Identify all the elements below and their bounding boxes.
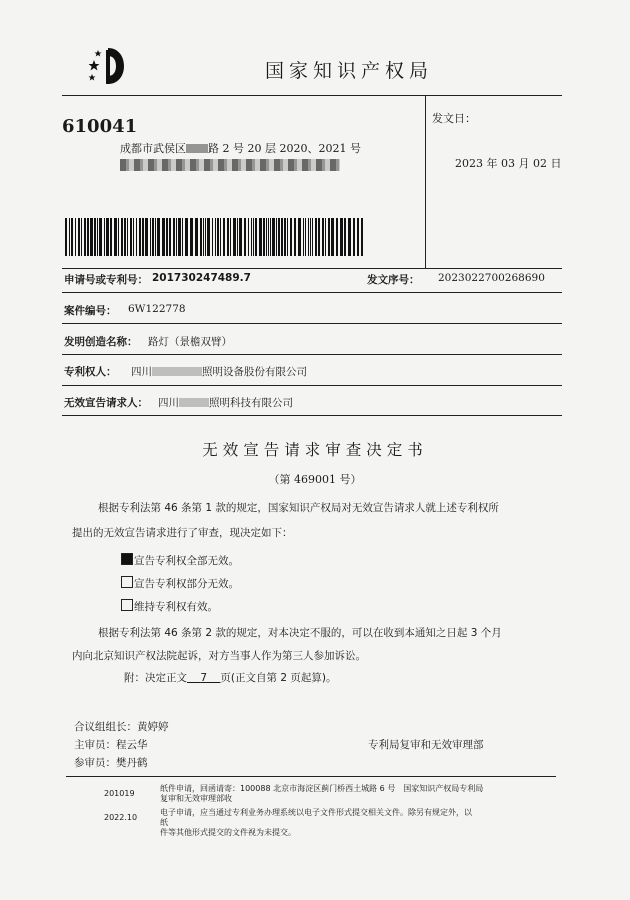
- application-no: 201730247489.7: [152, 272, 251, 284]
- attachment-note: 附：决定正文 7 页(正文自第 2 页起算)。: [124, 672, 337, 684]
- barcode: [65, 218, 363, 256]
- footer-code-2: 2022.10: [104, 813, 138, 822]
- cnipa-logo: [88, 46, 130, 86]
- paragraph-2-line-1: 根据专利法第 46 条第 2 款的规定，对本决定不服的，可以在收到本通知之日起 3 个月: [98, 627, 502, 639]
- issue-date: 2023 年 03 月 02 日: [455, 157, 562, 170]
- case-no: 6W122778: [128, 303, 186, 315]
- footer-note-2: 电子申请，应当通过专利业务办理系统以电子文件形式提交相关文件。除另有规定外，以 纸 件等其他形式提交的文件视为未提交。: [160, 808, 472, 837]
- header-rule: [62, 95, 562, 96]
- patentee-label: 专利权人：: [64, 366, 117, 378]
- footer-rule: [66, 776, 556, 777]
- postcode: 610041: [62, 116, 138, 137]
- issue-date-label: 发文日：: [432, 112, 476, 125]
- case-no-label: 案件编号：: [64, 305, 117, 317]
- panel-leader: 合议组组长：黄婷婷: [74, 721, 169, 733]
- option-invalid-all: 宣告专利权全部无效。: [121, 553, 239, 568]
- decision-title: 无效宣告请求审查决定书: [202, 441, 428, 459]
- header-divider: [425, 95, 426, 268]
- address-line: 成都市武侯区 路 2 号 20 层 2020、2021 号: [120, 142, 361, 155]
- redacted-recipient: [120, 159, 340, 171]
- chief-examiner: 主审员：程云华: [74, 739, 148, 751]
- option-invalid-part: 宣告专利权部分无效。: [121, 576, 239, 591]
- unchecked-box-icon: [121, 576, 133, 588]
- design-name-label: 发明创造名称：: [64, 336, 138, 348]
- decision-number: （第 469001 号）: [268, 473, 362, 486]
- department: 专利局复审和无效审理部: [368, 739, 484, 751]
- org-name: 国家知识产权局: [265, 60, 434, 82]
- patentee: 四川 照明设备股份有限公司: [131, 366, 307, 378]
- paragraph-1-line-1: 根据专利法第 46 条第 1 款的规定，国家知识产权局对无效宣告请求人就上述专利权所: [98, 502, 499, 514]
- design-name: 路灯（景檐双臂）: [148, 336, 232, 348]
- application-no-label: 申请号或专利号：: [64, 274, 148, 286]
- doc-serial-label: 发文序号：: [367, 274, 420, 286]
- footer-note-1: 纸件申请，回函请寄：100088 北京市海淀区蓟门桥西土城路 6 号 国家知识产权局专利局 复审和无效审理部收: [160, 784, 484, 803]
- footer-code-1: 201019: [104, 789, 135, 798]
- paragraph-1-line-2: 提出的无效宣告请求进行了审查，现决定如下：: [72, 527, 293, 539]
- option-maintain: 维持专利权有效。: [121, 599, 218, 614]
- paragraph-2-line-2: 内向北京知识产权法院起诉，对方当事人作为第三人参加诉讼。: [72, 650, 366, 662]
- doc-serial: 2023022700268690: [438, 272, 545, 284]
- unchecked-box-icon: [121, 599, 133, 611]
- examiner: 参审员：樊丹鹤: [74, 757, 148, 769]
- requester-label: 无效宣告请求人：: [64, 397, 148, 409]
- requester: 四川 照明科技有限公司: [158, 397, 293, 409]
- checked-box-icon: [121, 553, 133, 565]
